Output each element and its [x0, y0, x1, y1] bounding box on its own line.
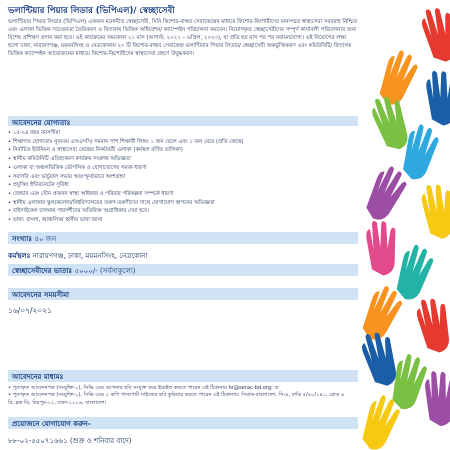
qualification-item: • নির্বাচিত ইউনিয়ন ও স্বাস্থ্যসেবা কেন্দ্রের নিকটবর্তী এলাকা (কর্মস্থল বর্ণিত তালিকা)	[8, 147, 183, 154]
contact-label: প্রয়োজনে যোগাযোগ করুন-	[12, 420, 91, 428]
allowance-bar	[8, 264, 358, 276]
contact-phone: ৮৮-০২-৫৫০৭১৬৬১ (শুক্র ও শনিবার বাদে)	[8, 437, 132, 445]
modes-heading-bar	[8, 370, 358, 382]
count-value: ৪০ জন	[34, 235, 57, 243]
qualification-item: • প্রযুক্তি/ ইন্টারনেটের সুবিধা	[8, 182, 69, 189]
qualification-item: • বাইসাইকেল চালনায় পারদর্শীদের অতিরিক্ত অগ্রাধিকার দেয়া হবে।	[8, 208, 149, 215]
application-modes-list	[8, 385, 348, 407]
workplace-label: কর্মস্থলঃ	[8, 252, 31, 260]
qualification-item: • ভাষা: বাংলা, আঞ্চলিক/ স্থানীয় ভাষা জানা	[8, 217, 103, 224]
qualifications-list	[8, 129, 348, 225]
allowance-row	[12, 265, 135, 277]
qualification-item: • স্থানীয় কমিউনিটি এতিহ্যকরণ কার্যক্রম সংক্রান্ত অভিজ্ঞতা	[8, 156, 131, 163]
deadline-value: ১৬/০৭/২০২১	[8, 306, 53, 315]
workplace-row	[8, 250, 147, 262]
qualification-item: • জেন্ডার এবং যৌন প্রজনন স্বাস্থ্য অধিকার ও পরিবার পরিকল্পনা সম্পর্কে ধারণা	[8, 190, 174, 197]
count-row	[12, 233, 56, 245]
application-mode-item: • পূরণকৃত আবেদনপত্র (সংযুক্তি-১), সিভি এবং আপনার ছবি সংযুক্ত করে ইমেইল করতে পারেন এই ঠিকানায় hr@serac-bd.org; বা	[8, 385, 279, 391]
raised-hands	[357, 3, 450, 450]
intro-paragraph: ভলান্টিয়ার পিয়ার লিডার (ভিপিএল) একজন মনোনীত স্বেচ্ছাসেবী, যিনি কিশোর-বান্ধব সেবাকেন্দ্রের মাধ্যমে কিশোর-কিশোরীদের মানসম্মত স্বাস্থ্যসেবা সরবরাহ নিশ্চিত এবং এলাকা ভিত্তিক সচেতনতা তৈরিকরণ ও বিদ্যালয় ভিত্তিক অধিবেশন/ ক্যাম্পেইন পরিচালনা করবেন। নিয়োগকৃত স্বেচ্ছাসেবীদের সম্পূর্ণ কার্যাবলী পরিচালনার জন্য বিশেষ প্রশিক্ষণ প্রদান করা হবে। এই কার্যক্রমের সময়কাল ২১ মাস (আগস্ট, ২০২১ – এপ্রিল, ২০২৩), যা প্রতি ছয় মাস পর পর নবায়নযোগ্য। এই নিয়োগের লক্ষ্য হলো ঢাকা, নারায়ণগঞ্জ, ময়মনসিংহ ও নেত্রকোনায় ২০ টি কিশোর-বান্ধব সেবাকেন্দ্র ভলান্টিয়ার পিয়ার লিডার/ স্বেচ্ছাসেবী অন্তর্ভুক্তিকরণ এবং কমিউনিটি/ বিদ্যালয় ভিত্তিক ক্যাম্পেইন আয়োজনের মাধ্যমে কিশোর-কিশোরীদের স্বাস্থ্যসেবা গ্রহণে উদ্বুদ্ধকরণ।	[8, 19, 358, 57]
modes-heading: আবেদনের মাধ্যমঃ	[12, 373, 64, 381]
allowance-label: স্বেচ্ছাসেবীদের ভাতাঃ	[12, 267, 73, 275]
qualifications-heading: আবেদনের যোগ্যতাঃ	[12, 119, 71, 127]
qualification-item: • শিক্ষাগত যোগ্যতাঃ ন্যূনতম এসএসসি/ সমমান পাশ শিক্ষার্থী লিঙ্গঃ ১ জন ছেলে এবং ১ জন মেয়ে (প্রতি কেন্দ্রে)	[8, 138, 244, 145]
allowance-value: ৫০০০/- (সর্বসাকুল্যে)	[74, 267, 136, 275]
contact-heading-bar	[8, 417, 358, 429]
qualifications-heading-bar	[8, 116, 358, 126]
colorful-hands-illustration	[350, 0, 450, 450]
qualification-item: • এলাকা বা অঞ্চলভিত্তিক ভৌগলিক ও যোগাযোগের সম্যক ধারণা	[8, 164, 147, 171]
count-label: সংখ্যাঃ	[12, 235, 33, 243]
workplace-value: নারায়ণগঞ্জ, ঢাকা, ময়মনসিংহ, নেত্রকোনা	[32, 252, 148, 260]
qualification-item: • সরাসরি এবং ভার্চুয়াল সভায় স্বতঃস্ফূর্তভাবে অংশগ্রহণ	[8, 173, 126, 180]
qualification-item: • ১৫-২৪ বছর বয়সসীমা	[8, 130, 60, 136]
deadline-heading-bar	[8, 288, 358, 300]
count-bar	[8, 232, 358, 244]
page-title: ভলান্টিয়ার পিয়ার লিডার (ভিপিএল)/ স্বেচ্ছাসেবী	[8, 6, 175, 16]
deadline-heading: আবেদনের সময়সীমা	[12, 291, 70, 299]
qualification-item: • স্থানীয় এলাকার স্কুল/কলেজ/বিশ্ববিদ্যালয়ের তরুণ-তরুণীদের সাথে যোগাযোগ স্থাপনের অভিজ্ঞতা	[8, 199, 215, 206]
application-mode-item: • পূরণকৃত আবেদনপত্র (সংযুক্তি-১), সিভি এবং ২ কপি পাসপোর্ট সাইজের ছবি কুরিয়ার করতে পারেন এই ঠিকানায়: সিরাক-বাংলাদেশ, সি-৪, বাড়ি ৫/৪০/১৪১, রোড ৪ বি, ব্লক ডি, মিরপুর-১২, ঢাকা-১২১৬, বাংলাদেশ।	[8, 392, 345, 406]
